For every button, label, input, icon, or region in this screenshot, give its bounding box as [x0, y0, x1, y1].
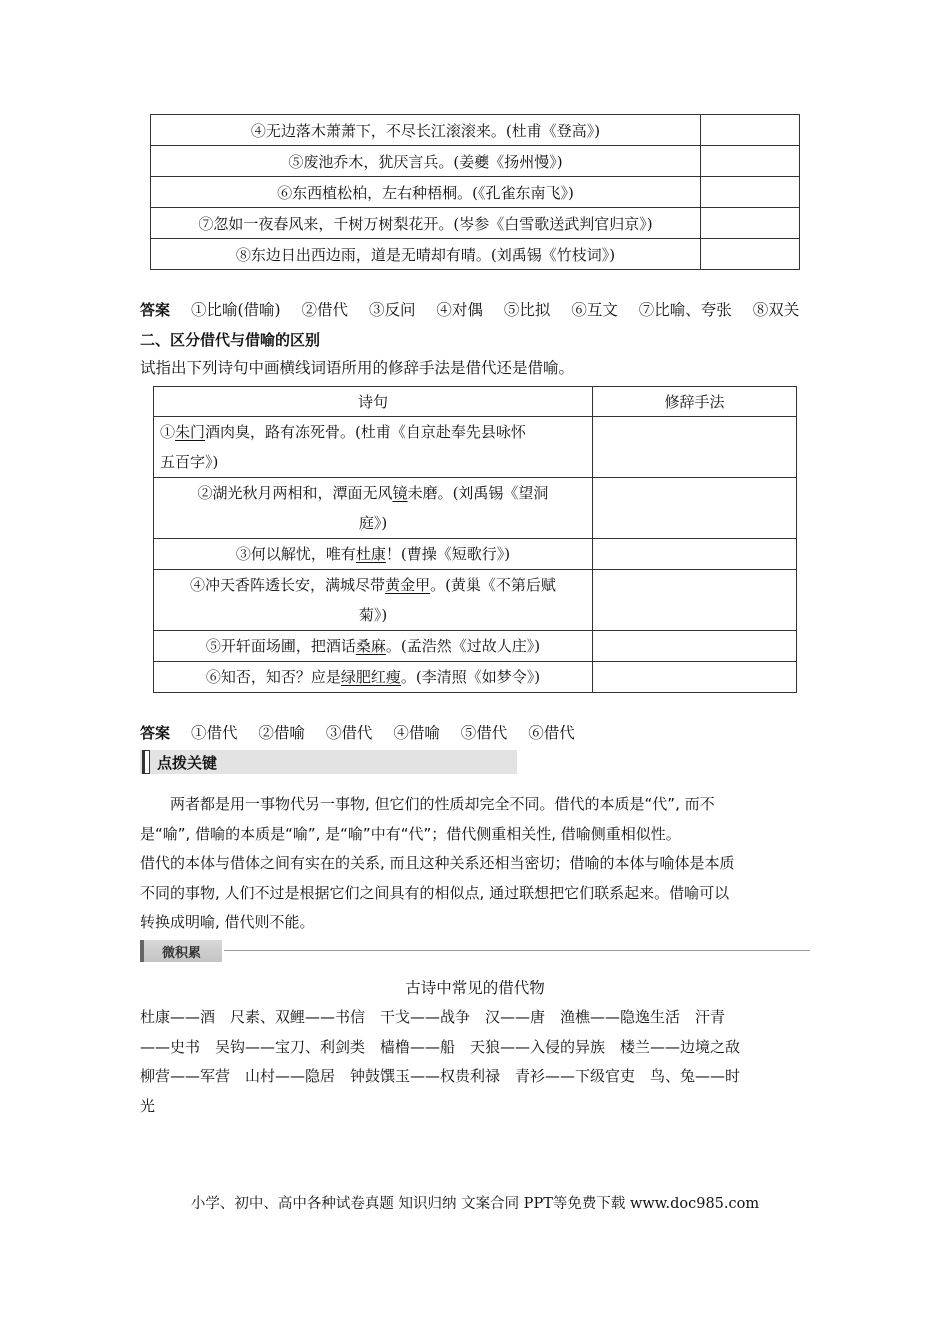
- poem-text: ①: [160, 423, 176, 441]
- list-line: ——史书 吴钩——宝刀、利剑类 樯橹——船 天狼——入侵的异族 楼兰——边境之敌: [140, 1037, 741, 1056]
- section-tag-label: 微积累: [162, 946, 202, 961]
- answer-item: ⑧双关: [752, 301, 800, 319]
- answer-item: ②借代: [301, 301, 349, 319]
- table-row: [151, 177, 800, 208]
- table-row: [154, 570, 797, 631]
- answer-cell: [701, 208, 800, 239]
- poem-cell: [154, 478, 593, 539]
- column-header-poem: 诗句: [154, 387, 593, 417]
- subtitle: 古诗中常见的借代物: [405, 979, 545, 997]
- poem-text: 。(黄巢《不第后赋: [430, 576, 556, 594]
- divider: [224, 950, 810, 951]
- answer-label: 答案: [140, 724, 171, 742]
- answer-line-2: [140, 722, 591, 744]
- poem-text: 未磨。(刘禹锡《望洞: [407, 484, 549, 502]
- paragraph-line: 转换成明喻, 借代则不能。: [140, 913, 315, 931]
- answer-cell: [701, 177, 800, 208]
- poem-text: 。(李清照《如梦令》): [400, 668, 541, 686]
- underlined-word: 黄金甲: [385, 576, 431, 594]
- table-header-row: [154, 387, 797, 417]
- table-row: [154, 631, 797, 662]
- answer-item: ⑦比喻、夸张: [638, 301, 732, 319]
- poem-cell: ④无边落木萧萧下，不尽长江滚滚来。(杜甫《登高》): [151, 115, 701, 146]
- table-row: [154, 662, 797, 693]
- answer-cell: [593, 570, 797, 631]
- rhetoric-table-2: [153, 386, 797, 693]
- poem-cell: [154, 417, 593, 478]
- answer-item: ⑤借代: [460, 724, 508, 742]
- instruction-text: 试指出下列诗句中画横线词语所用的修辞手法是借代还是借喻。: [140, 359, 575, 377]
- table-row: [154, 417, 797, 478]
- paragraph-line: 借代的本体与借体之间有实在的关系, 而且这种关系还相当密切；借喻的本体与喻体是本质: [140, 854, 735, 872]
- table-row: [154, 478, 797, 539]
- poem-cell: [154, 539, 593, 570]
- poem-text: ⑤开轩面场圃，把酒话: [205, 637, 356, 655]
- answer-item: ③反问: [368, 301, 416, 319]
- answer-item: ④对偶: [436, 301, 483, 319]
- poem-cell: ⑥东西植松柏，左右种梧桐。(《孔雀东南飞》): [151, 177, 701, 208]
- answer-cell: [701, 146, 800, 177]
- key-points-bar: [140, 750, 517, 774]
- poem-text: ③何以解忧，唯有: [235, 545, 356, 563]
- poem-cell: ⑧东边日出西边雨，道是无晴却有晴。(刘禹锡《竹枝词》): [151, 239, 701, 270]
- mini-accumulation-header: [140, 940, 810, 962]
- underlined-word: 绿肥红瘦: [340, 668, 401, 686]
- answer-item: ②借喻: [258, 724, 305, 742]
- answer-cell: [701, 239, 800, 270]
- answer-cell: [593, 631, 797, 662]
- answer-item: ⑥互文: [571, 301, 618, 319]
- poem-text: ！(曹操《短歌行》): [385, 545, 511, 563]
- answer-cell: [593, 662, 797, 693]
- rhetoric-table-1: [150, 114, 800, 270]
- table-row: [151, 146, 800, 177]
- key-points-title: 点拨关键: [157, 754, 218, 772]
- answer-item: ④借喻: [393, 724, 440, 742]
- underlined-word: 镜: [392, 484, 408, 502]
- bookmark-icon: [142, 750, 150, 774]
- answer-line-1: [140, 299, 815, 321]
- answer-item: ①借代: [190, 724, 238, 742]
- list-line: 柳营——军营 山村——隐居 钟鼓馔玉——权贵利禄 青衫——下级官吏 鸟、兔——时: [140, 1067, 741, 1085]
- poem-text: 菊》): [358, 606, 388, 624]
- poem-cell: ⑤废池乔木，犹厌言兵。(姜夔《扬州慢》): [151, 146, 701, 177]
- poem-text: ②湖光秋月两相和，潭面无风: [197, 484, 393, 502]
- answer-cell: [701, 115, 800, 146]
- table-row: [151, 239, 800, 270]
- poem-text: 五百字》): [160, 453, 219, 471]
- underlined-word: 杜康: [355, 545, 386, 563]
- answer-item: ③借代: [325, 724, 373, 742]
- poem-cell: [154, 631, 593, 662]
- poem-text: 庭》): [358, 514, 388, 532]
- list-line: 光: [140, 1096, 156, 1115]
- list-line: 杜康——酒 尺素、双鲤——书信 干戈——战争 汉——唐 渔樵——隐逸生活 汗青: [140, 1008, 726, 1026]
- poem-text: ④冲天香阵透长安，满城尽带: [190, 576, 386, 594]
- table-row: [151, 115, 800, 146]
- poem-cell: [154, 662, 593, 693]
- paragraph-line: 是“喻”, 借喻的本质是“喻”, 是“喻”中有“代”；借代侧重相关性, 借喻侧重相似性。: [140, 824, 681, 843]
- poem-text: 。(孟浩然《过故人庄》): [385, 637, 541, 655]
- underlined-word: 桑麻: [355, 637, 386, 655]
- metonymy-list: [140, 1003, 820, 1121]
- section-heading: 二、区分借代与借喻的区别: [140, 331, 321, 349]
- paragraph-line: 不同的事物, 人们不过是根据它们之间具有的相似点, 通过联想把它们联系起来。借喻可以: [140, 883, 730, 902]
- answer-label: 答案: [140, 301, 171, 319]
- table-row: [154, 539, 797, 570]
- answer-cell: [593, 539, 797, 570]
- poem-text: 酒肉臭，路有冻死骨。(杜甫《自京赴奉先县咏怀: [205, 423, 526, 441]
- column-header-method: 修辞手法: [593, 387, 797, 417]
- underlined-word: 朱门: [175, 423, 206, 441]
- answer-item: ⑤比拟: [503, 301, 551, 319]
- tag-marker: [140, 940, 144, 962]
- section-tag: [140, 940, 222, 962]
- table-row: [151, 208, 800, 239]
- answer-item: ①比喻(借喻): [190, 301, 281, 319]
- poem-cell: ⑦忽如一夜春风来，千树万树梨花开。(岑参《白雪歌送武判官归京》): [151, 208, 701, 239]
- answer-cell: [593, 417, 797, 478]
- poem-text: ⑥知否，知否？应是: [205, 668, 341, 686]
- answer-cell: [593, 478, 797, 539]
- paragraph-line: 两者都是用一事物代另一事物, 但它们的性质却完全不同。借代的本质是“代”, 而不: [140, 795, 715, 813]
- answer-item: ⑥借代: [528, 724, 575, 742]
- key-points-paragraph: [140, 790, 820, 938]
- poem-cell: [154, 570, 593, 631]
- page-footer: 小学、初中、高中各种试卷真题 知识归纳 文案合同 PPT等免费下载 www.doc985.com: [190, 1196, 760, 1212]
